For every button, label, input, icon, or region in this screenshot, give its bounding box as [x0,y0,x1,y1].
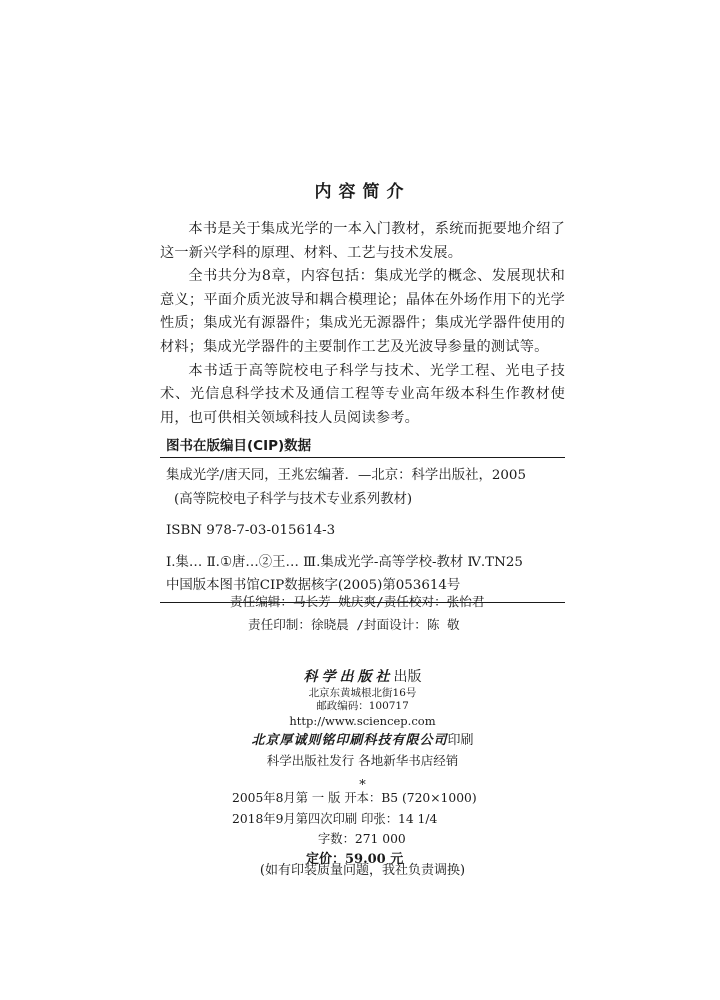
cip-bibliographic-line: 集成光学/唐天同，王兆宏编著．—北京：科学出版社，2005 [166,468,526,483]
cip-isbn: ISBN 978-7-03-015614-3 [166,523,336,538]
summary-paragraph-1: 本书是关于集成光学的一本入门教材，系统而扼要地介绍了这一新兴学科的原理、材料、工艺与技术发展。 [160,221,565,261]
edition-printing: 2018年9月第四次印刷 印张：14 1/4 [232,811,438,826]
cip-series-line: (高等院校电子科学与技术专业系列教材) [174,491,413,507]
summary-title: 内容简介 [314,182,411,202]
summary-paragraph-2: 全书共分为8章，内容包括：集成光学的概念、发展现状和意义；平面介质光波导和耦合模理论；晶体在外场作用下的光学性质；集成光有源器件；集成光无源器件；集成光学器件使用的材料；集成光学器件的主要制作工艺及光波导参量的测试等。 [160,268,565,355]
edition-info [232,788,532,870]
printer-suffix: 印刷 [447,733,474,748]
cip-core-number: 中国版本图书馆CIP数据核字(2005)第053614号 [166,578,461,593]
content-summary [160,180,565,430]
edition-first: 2005年8月第 一 版 开本：B5 (720×1000) [232,791,477,805]
publisher-postcode: 邮政编码：100717 [316,700,409,712]
publisher-name: 科学出版社 [303,669,394,685]
printer-line [160,731,565,751]
cip-classification: Ⅰ.集… Ⅱ.①唐…②王… Ⅲ.集成光学-高等学校-教材 Ⅳ.TN25 [166,554,523,570]
edition-wordcount: 字数：271 000 [318,832,406,846]
edition-price: 定价：59.00 元 [306,851,404,867]
editors-line-2: 责任印制：徐晓晨 /封面设计：陈 敬 [248,617,460,632]
cip-data-block [160,435,565,603]
editor-credits [160,590,565,636]
printer-name: 北京厚诚则铭印刷科技有限公司 [251,733,448,748]
publisher-info [160,667,565,795]
distribution-line: 科学出版社发行 各地新华书店经销 [266,753,459,768]
publisher-address: 北京东黄城根北街16号 [308,687,417,699]
quality-notice: (如有印装质量问题，我社负责调换) [259,863,466,878]
cip-title: 图书在版编目(CIP)数据 [160,435,565,458]
publisher-name-suffix: 出版 [393,669,422,685]
editors-line-1: 责任编辑：马长芳 姚庆爽/责任校对：张怡君 [230,594,485,609]
separator-star: * [359,778,366,793]
publisher-name-line [160,667,565,687]
summary-paragraph-3: 本书适于高等院校电子科学与技术、光学工程、光电子技术、光信息科学技术及通信工程等专业高年级本科生作教材使用，也可供相关领域科技人员阅读参考。 [160,362,565,426]
publisher-url: http://www.sciencep.com [289,714,436,728]
cip-record [160,458,565,603]
